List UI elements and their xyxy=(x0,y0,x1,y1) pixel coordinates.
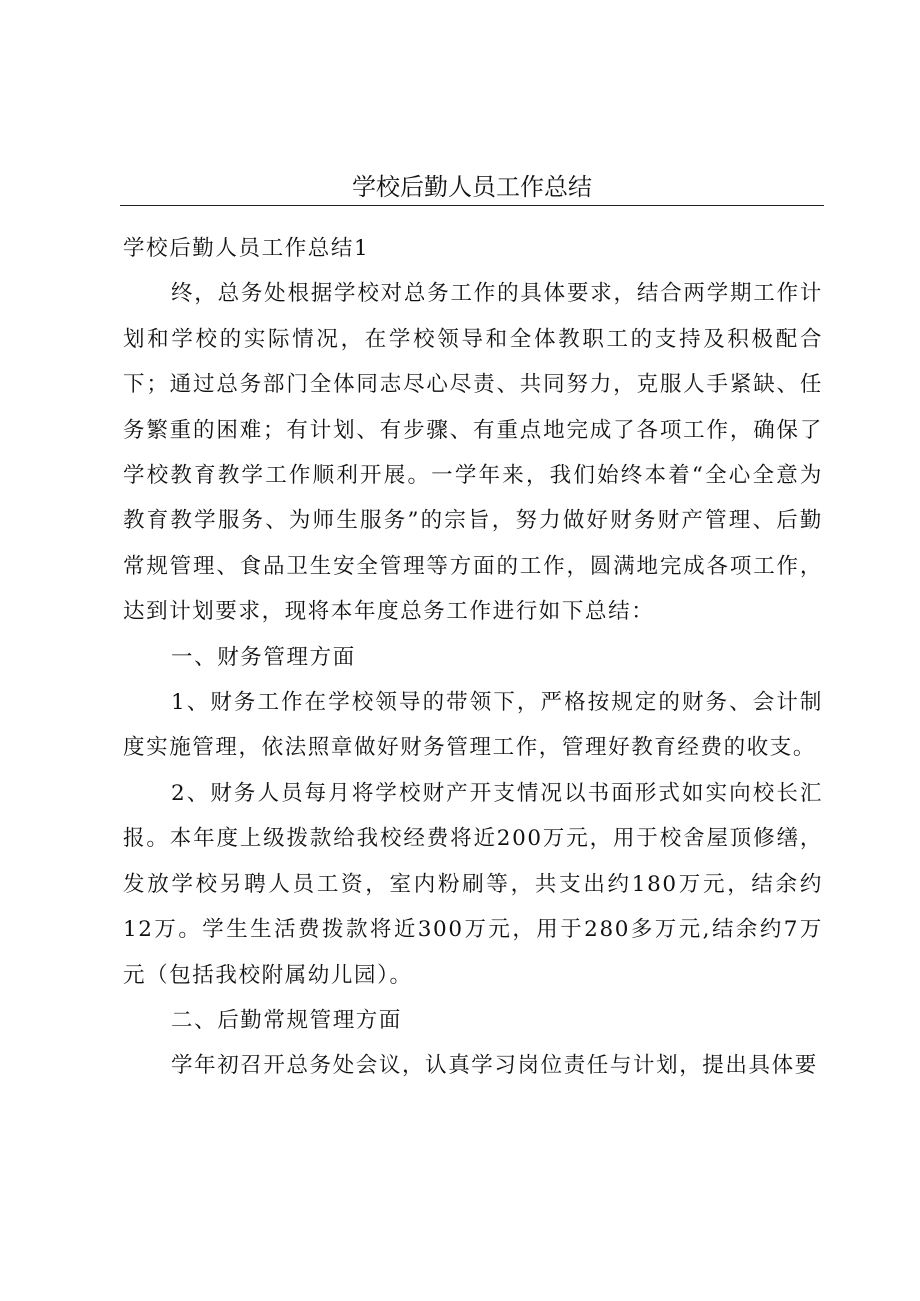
title-divider xyxy=(120,205,824,206)
section-heading-finance: 一、财务管理方面 xyxy=(171,644,356,670)
paragraph-intro: 终，总务处根据学校对总务工作的具体要求，结合两学期工作计划和学校的实际情况，在学校领导和全体教职工的支持及积极配合下；通过总务部门全体同志尽心尽责、共同努力，克服人手紧缺、任务繁重的困难；有计划、有步骤、有重点地完成了各项工作，确保了学校教育教学工作顺利开展。一学年来，我们始终本着“全心全意为教育教学服务、为师生服务”的宗旨，努力做好财务财产管理、后勤常规管理、食品卫生安全管理等方面的工作，圆满地完成各项工作，达到计划要求，现将本年度总务工作进行如下总结： xyxy=(123,281,823,625)
document-body xyxy=(123,226,823,1089)
paragraph-finance-2: 2、财务人员每月将学校财产开支情况以书面形式如实向校长汇报。本年度上级拨款给我校经费将近200万元，用于校舍屋顶修缮，发放学校另聘人员工资，室内粉刷等，共支出约180万元，结余约12万。学生生活费拨款将近300万元，用于280多万元,结余约7万元（包括我校附属幼儿园）。 xyxy=(123,780,823,988)
paragraph-logistics-1: 学年初召开总务处会议，认真学习岗位责任与计划，提出具体要 xyxy=(171,1053,818,1079)
document-title: 学校后勤人员工作总结 xyxy=(352,173,592,201)
section-heading-logistics: 二、后勤常规管理方面 xyxy=(171,1007,403,1033)
document-subtitle: 学校后勤人员工作总结1 xyxy=(123,236,370,261)
paragraph-finance-1: 1、财务工作在学校领导的带领下，严格按规定的财务、会计制度实施管理，依法照章做好财务管理工作，管理好教育经费的收支。 xyxy=(123,690,823,761)
